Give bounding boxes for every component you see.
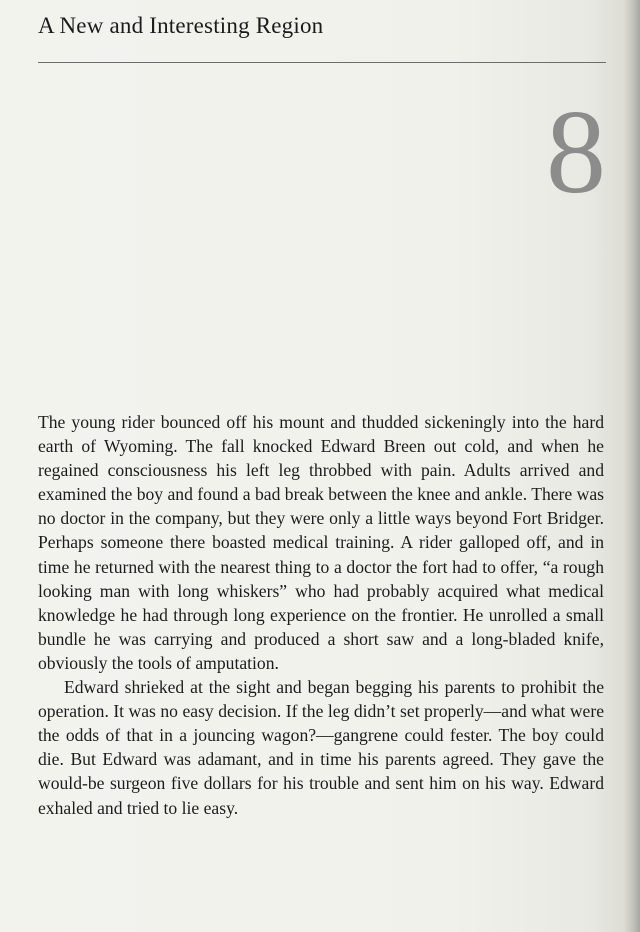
chapter-number: 8 [546, 85, 606, 218]
paragraph-1: The young rider bounced off his mount and thudded sickeningly into the hard earth of Wyoming. The fall knocked Edward Breen out cold, and when he regained consciousness his left leg throbbed with pain. Adults arrived and examined the boy and found a bad break between the knee and ankle. There was no doctor in the company, but they were only a little ways beyond Fort Bridger. Perhaps someone there boasted medical training. A rider galloped off, and in time he returned with the nearest thing to a doctor the fort had to offer, “a rough looking man with long whiskers” who had probably acquired what medical knowledge he had through long experience on the frontier. He unrolled a small bundle he was carrying and produced a short saw and a long-bladed knife, obviously the tools of amputation. [38, 412, 604, 673]
paragraph-2: Edward shrieked at the sight and began begging his parents to prohibit the operation. It was no easy decision. If the leg didn’t set properly—and what were the odds of that in a jouncing wagon?—gangrene could fester. The boy could die. But Edward was adamant, and in time his parents agreed. They gave the would-be surgeon five dollars for his trouble and sent him on his way. Edward exhaled and tried to lie easy. [38, 677, 604, 818]
chapter-body [38, 410, 604, 820]
running-head: A New and Interesting Region [38, 13, 324, 38]
header-rule [38, 62, 606, 63]
spine-shadow [624, 0, 640, 932]
